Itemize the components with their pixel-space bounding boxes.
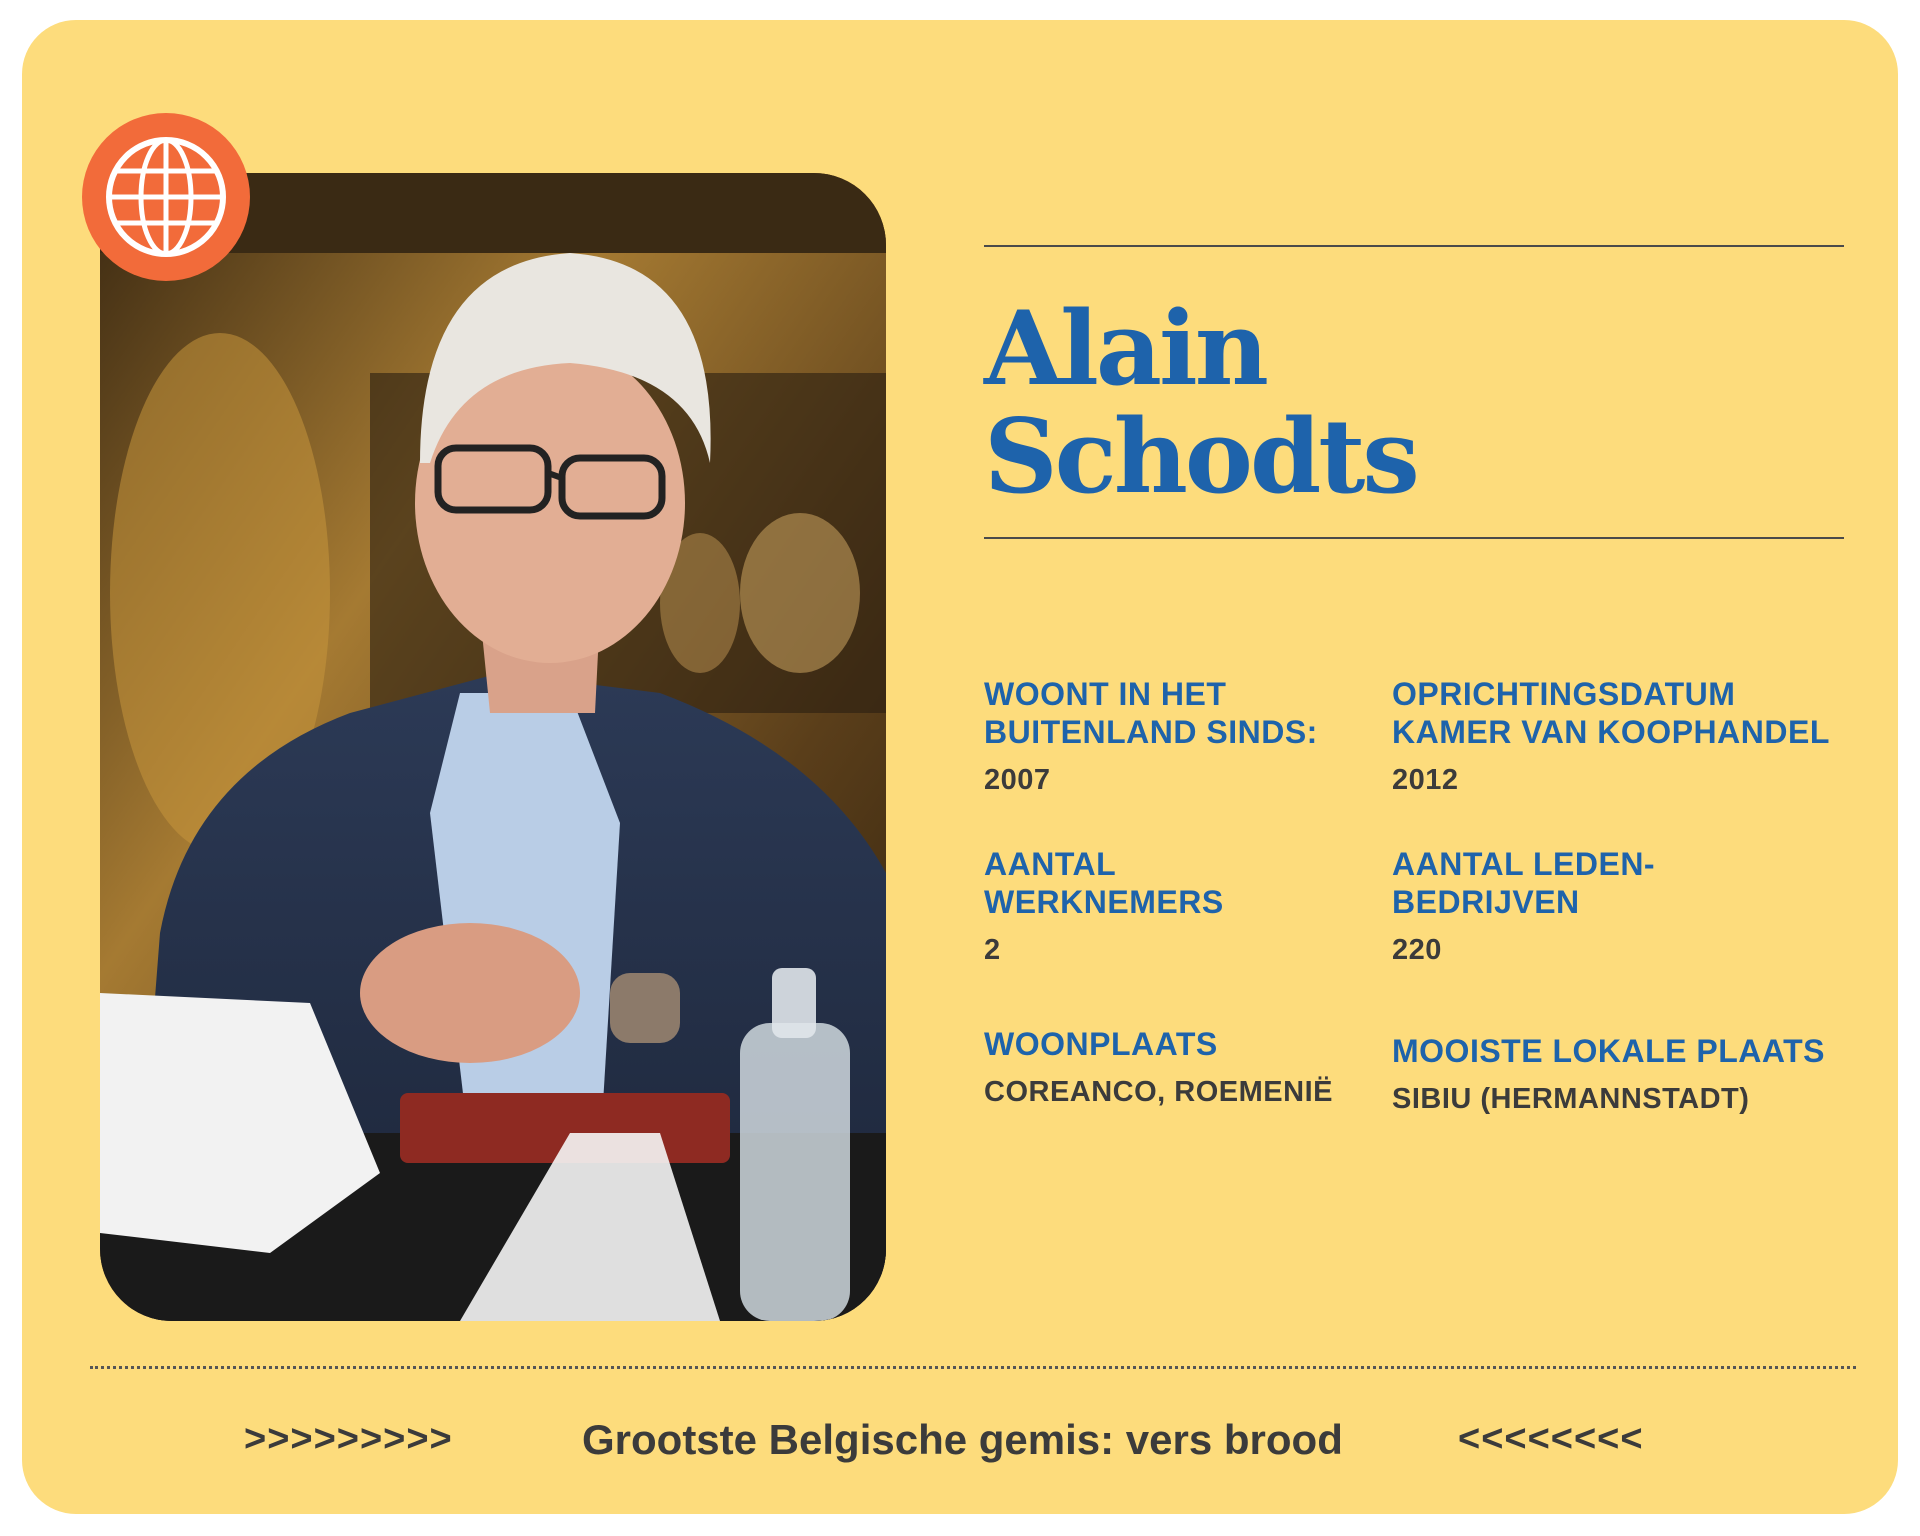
footer-text: Grootste Belgische gemis: vers brood (582, 1416, 1343, 1463)
fact-member-companies (1392, 845, 1722, 967)
footer-left-arrows: >>>>>>>>> (244, 1418, 453, 1460)
fact-value: 220 (1392, 934, 1442, 966)
fact-abroad-since (984, 675, 1384, 797)
fact-favorite-place (1392, 1032, 1852, 1116)
globe-badge (82, 113, 250, 281)
name-divider (984, 537, 1844, 539)
fact-label: MOOISTE LOKALE PLAATS (1392, 1033, 1826, 1069)
fact-value: 2012 (1392, 764, 1459, 796)
fact-label: AANTAL WERKNEMERS (984, 846, 1224, 920)
fact-founding-date (1392, 675, 1852, 797)
fact-value: 2007 (984, 764, 1051, 796)
first-name: Alain (984, 289, 1266, 409)
footer-right-arrows: <<<<<<<< (1458, 1418, 1644, 1460)
top-divider (984, 245, 1844, 247)
globe-icon (82, 113, 250, 281)
portrait-photo (100, 173, 886, 1321)
fact-employees (984, 845, 1244, 967)
fact-value: COREANCO, ROEMENIË (984, 1076, 1333, 1108)
fact-residence (984, 1025, 1384, 1109)
fact-value: SIBIU (HERMANNSTADT) (1392, 1083, 1750, 1115)
footer-divider (90, 1366, 1856, 1369)
fact-label: OPRICHTINGSDATUM KAMER VAN KOOPHANDEL (1392, 676, 1830, 750)
person-name (984, 289, 1417, 517)
fact-value: 2 (984, 934, 1001, 966)
fact-label: WOONT IN HET BUITENLAND SINDS: (984, 676, 1318, 750)
last-name: Schodts (984, 397, 1417, 517)
fact-label: WOONPLAATS (984, 1026, 1218, 1062)
fact-label: AANTAL LEDEN-BEDRIJVEN (1392, 846, 1656, 920)
portrait-illustration (100, 173, 886, 1321)
profile-card (22, 20, 1898, 1514)
